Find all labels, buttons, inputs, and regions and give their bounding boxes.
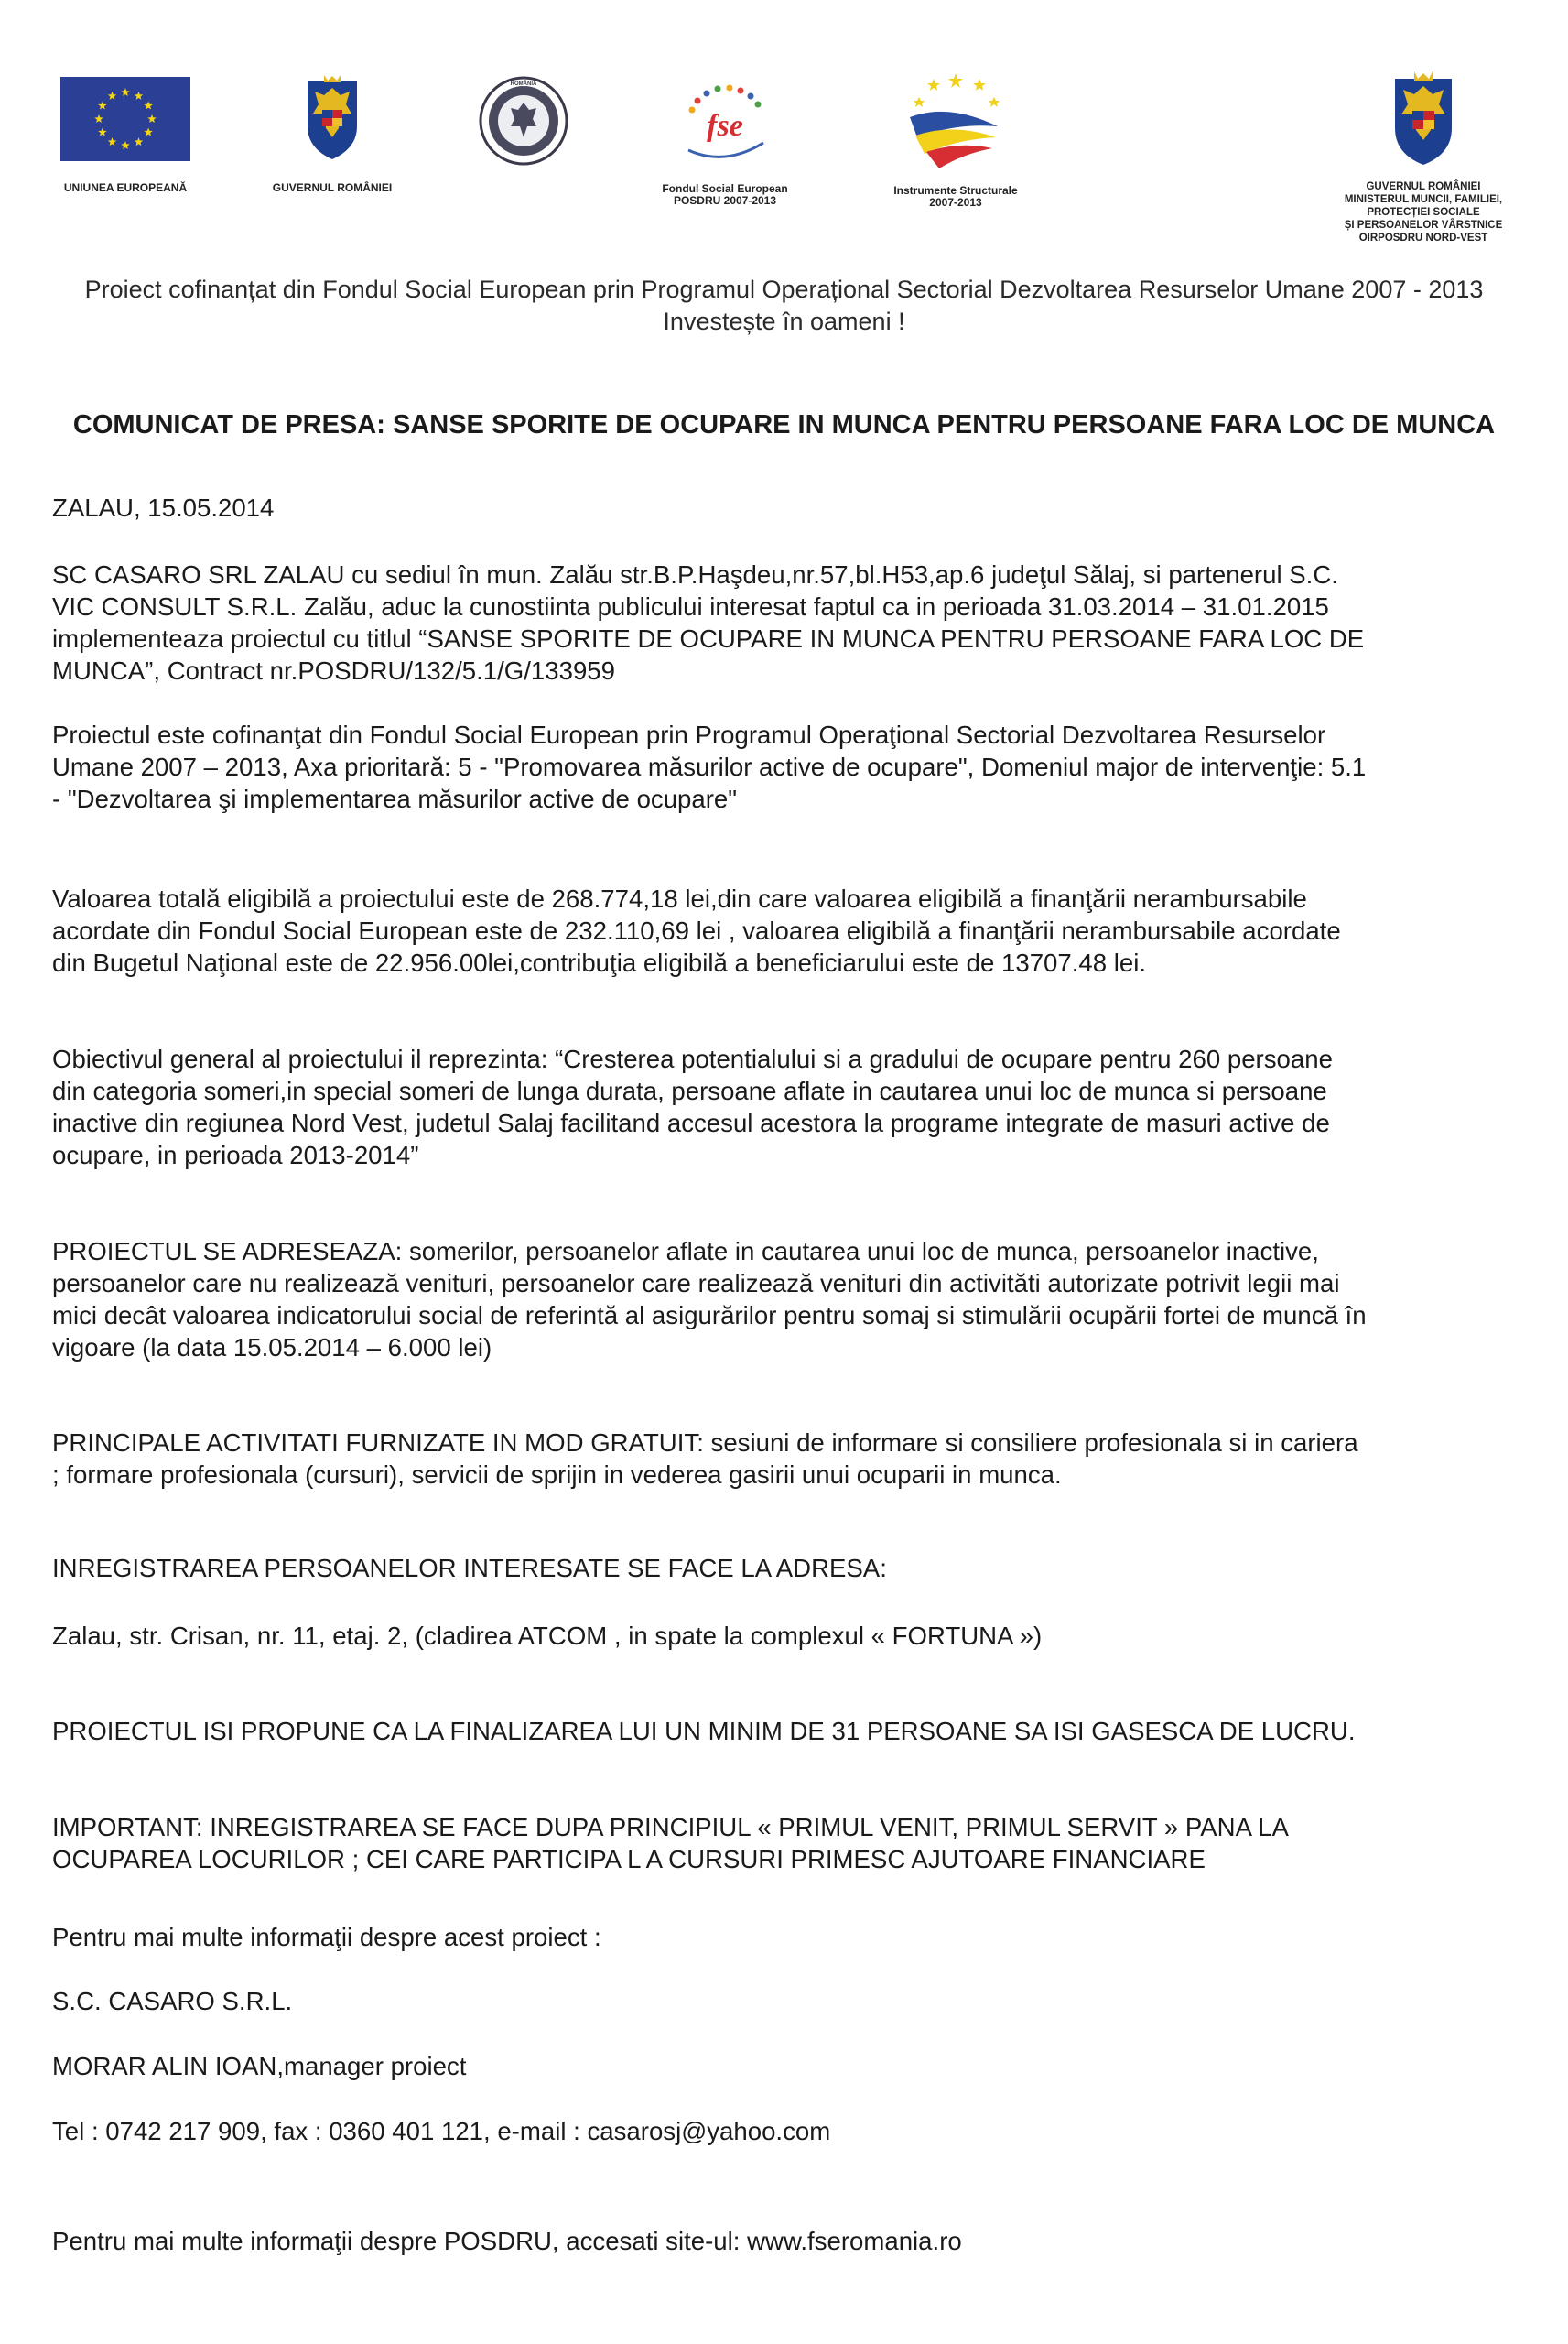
ministry-seal-icon (478, 75, 569, 167)
registration-address (52, 1620, 1553, 1652)
ministry-logo (1344, 70, 1503, 244)
government-logo (272, 73, 393, 194)
text-line: PRINCIPALE ACTIVITATI FURNIZATE IN MOD GRATUIT: sesiuni de informare si consiliere profesionala si in cariera (52, 1428, 1358, 1457)
fse-caption: Fondul Social European POSDRU 2007-2013 (662, 182, 788, 207)
text-line: ZALAU, 15.05.2014 (52, 494, 275, 522)
goal-paragraph (52, 1715, 1553, 1747)
posdru-info-line (52, 2225, 1553, 2257)
text-line: Umane 2007 – 2013, Axa prioritară: 5 - "Promovarea măsurilor active de ocupare", Domeniul major de intervenţie: 5.1 (52, 753, 1367, 781)
text-line: implementeaza proiectul cu titlul “SANSE SPORITE DE OCUPARE IN MUNCA PENTRU PERSOANE FARA LOC DE (52, 624, 1365, 653)
is-caption: Instrumente Structurale 2007-2013 (893, 184, 1018, 209)
date-line (52, 492, 1553, 524)
press-release-title: COMUNICAT DE PRESA: SANSE SPORITE DE OCUPARE IN MUNCA PENTRU PERSOANE FARA LOC DE MUNCA (72, 410, 1496, 440)
text-line: - "Dezvoltarea şi implementarea măsurilor active de ocupare" (52, 785, 738, 813)
fse-logo (662, 79, 788, 207)
text-line: ocupare, in perioada 2013-2014” (52, 1141, 419, 1169)
objective-paragraph (52, 1043, 1553, 1171)
fse-logo-text: fse (707, 109, 743, 143)
project-manager (52, 2050, 1553, 2082)
government-caption: GUVERNUL ROMÂNIEI (272, 181, 393, 194)
romanian-coat-of-arms-icon (1390, 70, 1457, 167)
registration-heading (52, 1552, 1553, 1584)
intro-paragraph (52, 559, 1553, 687)
text-line: PROIECTUL ISI PROPUNE CA LA FINALIZAREA LUI UN MINIM DE 31 PERSOANE SA ISI GASESCA DE LUCRU. (52, 1717, 1356, 1745)
activities-paragraph (52, 1427, 1553, 1491)
ministry-seal (478, 75, 569, 167)
text-line: Proiectul este cofinanţat din Fondul Social European prin Programul Operaţional Sectorial Dezvoltarea Resurselor (52, 721, 1326, 749)
text-line: MORAR ALIN IOAN,manager proiect (52, 2052, 467, 2080)
text-line: SC CASARO SRL ZALAU cu sediul în mun. Zalău str.B.P.Haşdeu,nr.57,bl.H53,ap.6 judeţul Sălaj, si partenerul S.C. (52, 560, 1338, 589)
more-info-heading (52, 1921, 1553, 1953)
text-line: din categoria someri,in special someri de lunga durata, persoane aflate in cautarea unui loc de munca si persoane (52, 1077, 1327, 1105)
text-line: vigoare (la data 15.05.2014 – 6.000 lei) (52, 1333, 492, 1362)
contact-line (52, 2115, 1553, 2147)
important-paragraph (52, 1811, 1553, 1875)
text-line: inactive din regiunea Nord Vest, judetul Salaj facilitand accesul acestora la programe integrate de masuri active de (52, 1109, 1330, 1137)
ministry-caption: GUVERNUL ROMÂNIEI MINISTERUL MUNCII, FAMILIEI, PROTECȚIEI SOCIALE ȘI PERSOANELOR VÂRSTNICE OIRPOSDRU NORD-VEST (1344, 181, 1503, 244)
tagline-line-1: Proiect cofinanțat din Fondul Social European prin Programul Operațional Sectorial Dezvoltarea Resurselor Umane 2007 - 2013 (84, 276, 1484, 303)
eu-caption: UNIUNEA EUROPEANĂ (63, 181, 188, 194)
company-name (52, 1985, 1553, 2017)
cofinancing-paragraph (52, 719, 1553, 815)
text-line: MUNCA”, Contract nr.POSDRU/132/5.1/G/133959 (52, 657, 615, 685)
text-line: OCUPAREA LOCURILOR ; CEI CARE PARTICIPA L A CURSURI PRIMESC AJUTOARE FINANCIARE (52, 1845, 1206, 1873)
text-line: S.C. CASARO S.R.L. (52, 1987, 293, 2015)
instrumente-structurale-logo (893, 70, 1018, 209)
seal-text: ROMÂNIA (510, 81, 537, 87)
text-line: VIC CONSULT S.R.L. Zalău, aduc la cunostiinta publicului interesat faptul ca in perioada 31.03.2014 – 31.01.2015 (52, 592, 1329, 621)
text-line: Tel : 0742 217 909, fax : 0360 401 121, e-mail : casarosj@yahoo.com (52, 2117, 831, 2145)
target-group-paragraph (52, 1235, 1553, 1363)
text-line: din Bugetul Naţional este de 22.956.00lei,contribuţia eligibilă a beneficiarului este de 13707.48 lei. (52, 949, 1147, 977)
text-line: acordate din Fondul Social European este de 232.110,69 lei , valoarea eligibilă a finanţării nerambursabile acordate (52, 917, 1341, 945)
romanian-coat-of-arms-icon (302, 73, 362, 161)
text-line: mici decât valoarea indicatorului social de referintă al asigurărilor pentru somaj si stimulării ocupării fortei de muncă în (52, 1301, 1367, 1329)
text-line: Obiectivul general al proiectului il reprezinta: “Cresterea potentialului si a gradului de ocupare pentru 260 persoane (52, 1045, 1333, 1073)
text-line: Zalau, str. Crisan, nr. 11, etaj. 2, (cladirea ATCOM , in spate la complexul « FORTUNA ») (52, 1622, 1043, 1650)
text-line: PROIECTUL SE ADRESEAZA: somerilor, persoanelor aflate in cautarea unui loc de munca, persoanelor inactive, (52, 1237, 1319, 1265)
text-line: Valoarea totală eligibilă a proiectului este de 268.774,18 lei,din care valoarea eligibilă a finanţării nerambursabile (52, 884, 1307, 913)
text-line: Pentru mai multe informaţii despre POSDRU, accesati site-ul: www.fseromania.ro (52, 2227, 962, 2255)
text-line: Pentru mai multe informaţii despre acest proiect : (52, 1923, 601, 1951)
eu-flag-icon (60, 77, 190, 161)
tagline-line-2: Investește în oameni ! (663, 308, 905, 335)
instrumente-structurale-icon (903, 70, 1009, 172)
text-line: persoanelor care nu realizează venituri, persoanelor care realizează venituri din activităti autorizate potrivit legii mai (52, 1269, 1340, 1297)
cofinancing-tagline (0, 274, 1568, 338)
eu-logo (60, 77, 190, 194)
text-line: IMPORTANT: INREGISTRAREA SE FACE DUPA PRINCIPIUL « PRIMUL VENIT, PRIMUL SERVIT » PANA LA (52, 1813, 1289, 1841)
budget-paragraph (52, 883, 1553, 979)
text-line: ; formare profesionala (cursuri), servicii de sprijin in vederea gasirii unui ocuparii in munca. (52, 1460, 1062, 1489)
fse-logo-icon (679, 79, 771, 161)
text-line: INREGISTRAREA PERSOANELOR INTERESATE SE FACE LA ADRESA: (52, 1554, 887, 1582)
